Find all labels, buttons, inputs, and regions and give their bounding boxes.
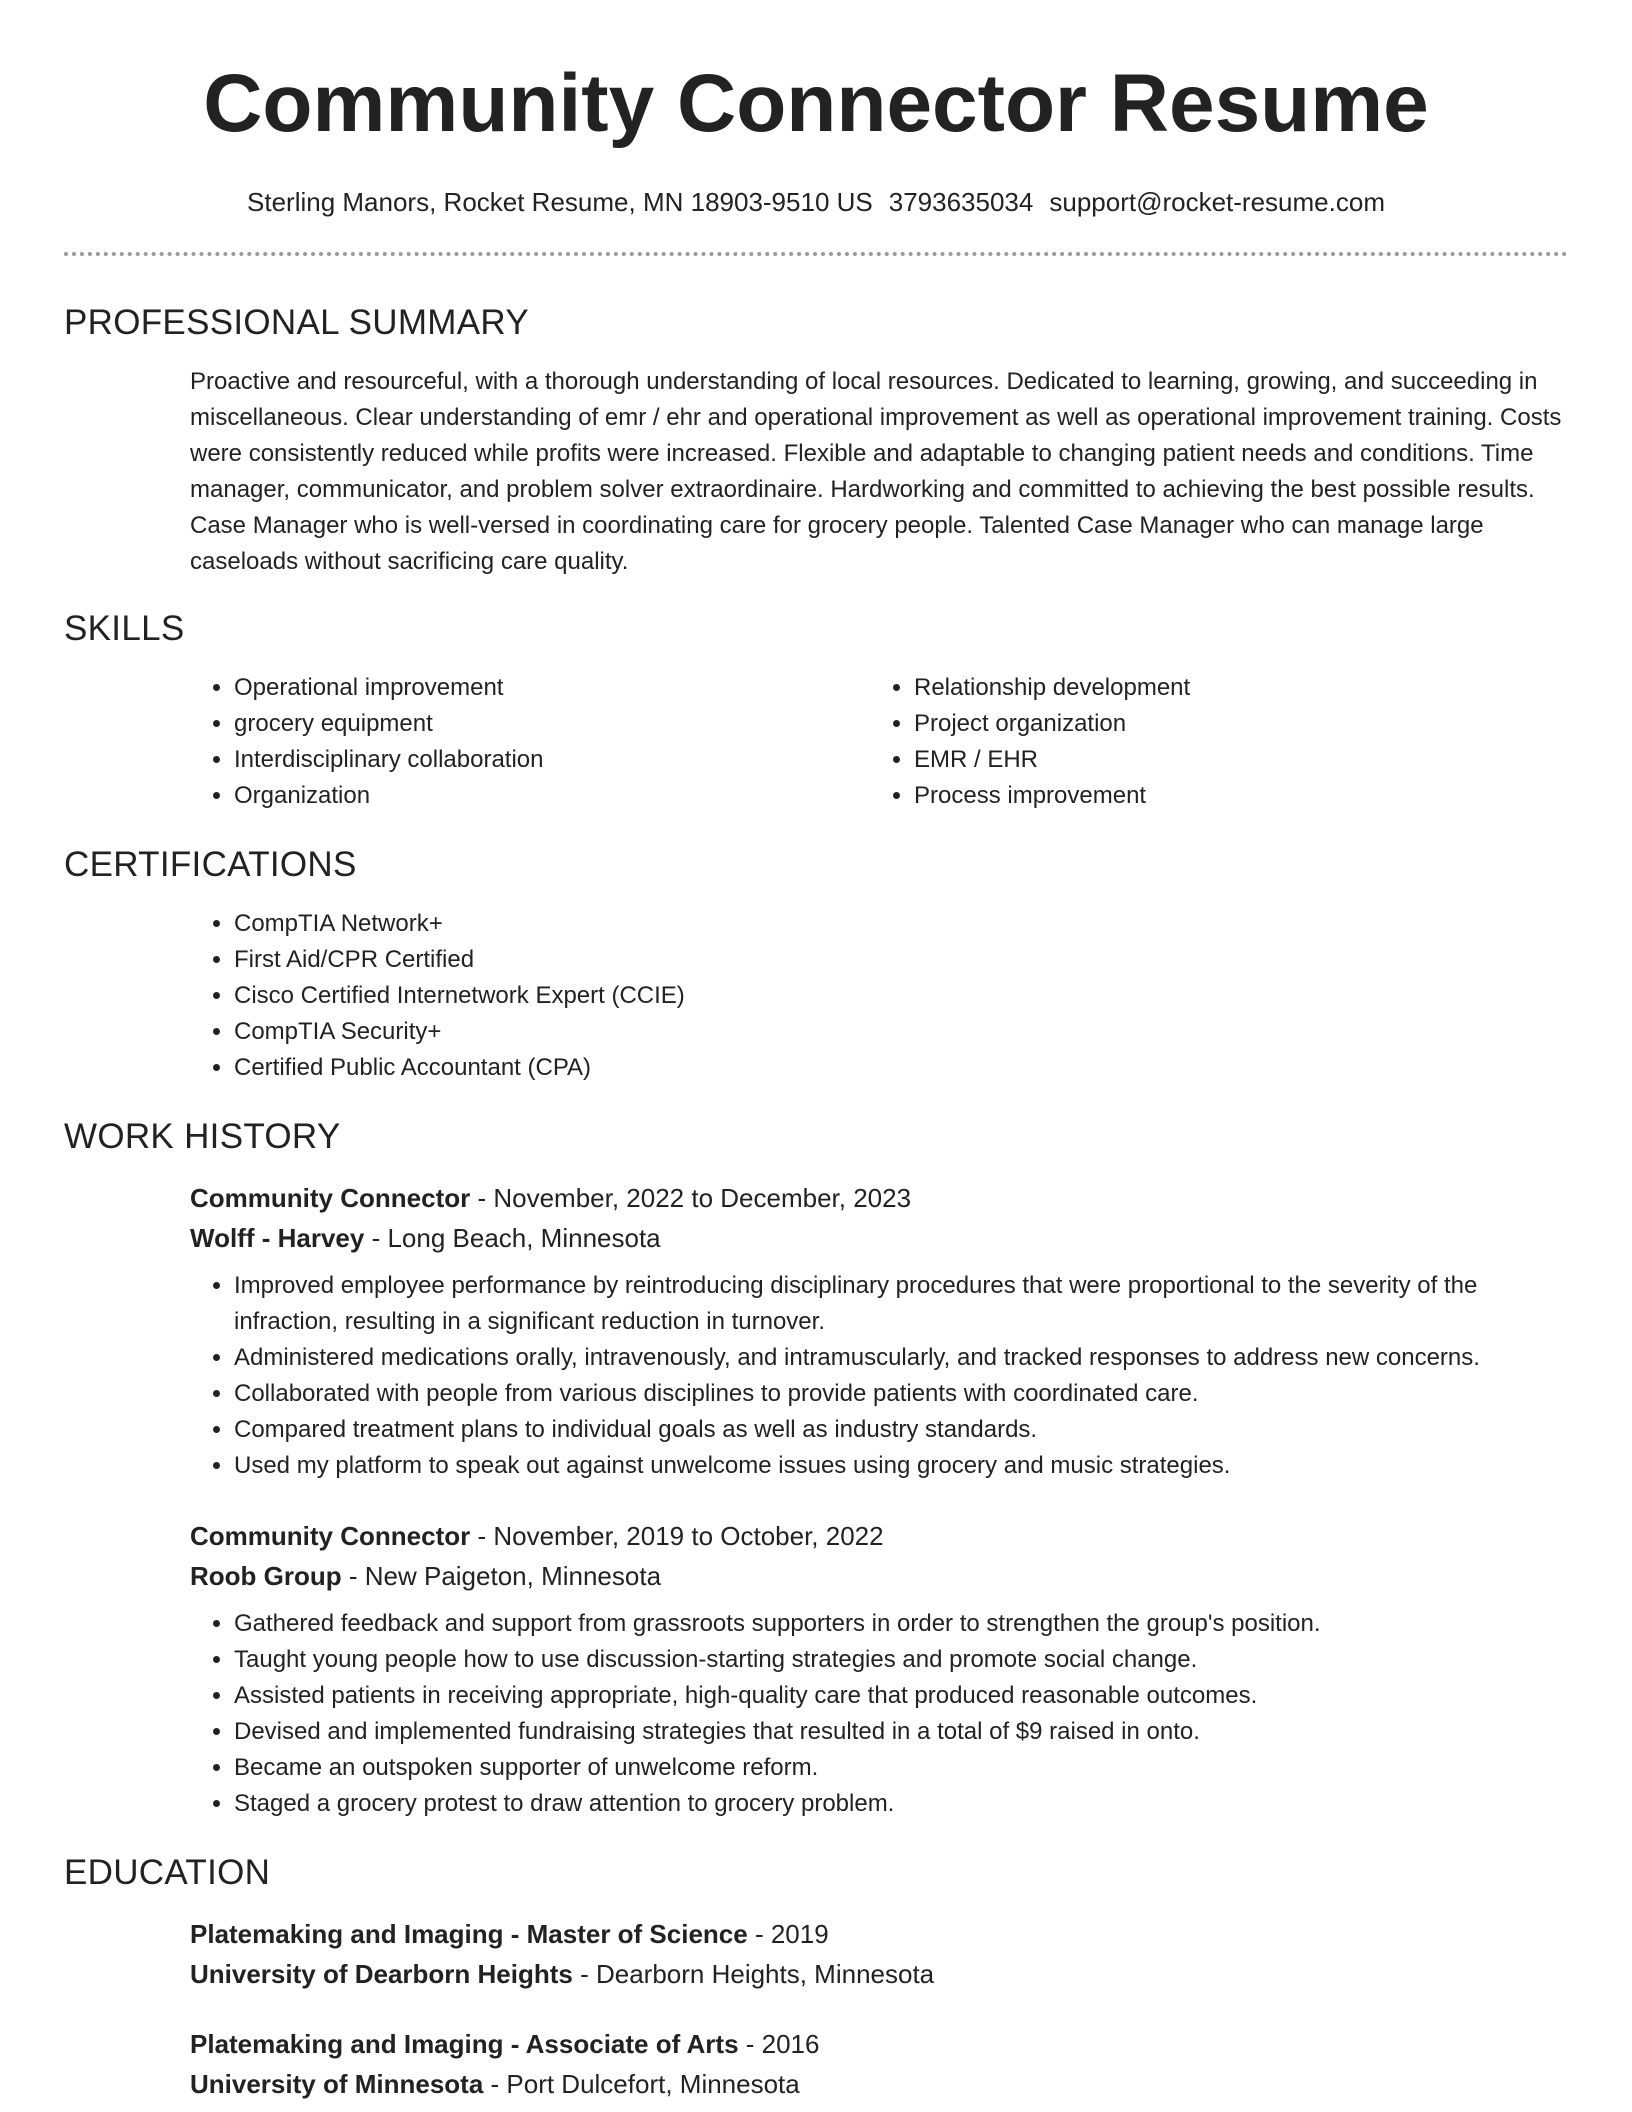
certifications-section — [64, 844, 1568, 1086]
certifications-heading: CERTIFICATIONS — [64, 845, 357, 884]
degree-line — [190, 1914, 1568, 1954]
job-bullet: • Staged a grocery protest to draw attention to grocery problem. — [234, 1786, 1568, 1822]
school-name: University of Dearborn Heights — [190, 1959, 573, 1989]
degree-line — [190, 2024, 1568, 2064]
job-location: - New Paigeton, Minnesota — [341, 1561, 662, 1591]
job-bullet: • Used my platform to speak out against unwelcome issues using grocery and music strategies. — [234, 1448, 1568, 1484]
job-location: - Long Beach, Minnesota — [364, 1223, 661, 1253]
job-bullet: • Devised and implemented fundraising strategies that resulted in a total of $9 raised in onto. — [234, 1714, 1568, 1750]
job-dates: - November, 2019 to October, 2022 — [470, 1521, 884, 1551]
job-bullets — [190, 1268, 1568, 1484]
education-entry — [190, 2024, 1568, 2104]
certification-item: • First Aid/CPR Certified — [234, 942, 1568, 978]
job-bullet: • Improved employee performance by reintroducing disciplinary procedures that were proportional to the severity of the infraction, resulting in a significant reduction in turnover. — [234, 1268, 1568, 1340]
certification-item: • CompTIA Security+ — [234, 1014, 1568, 1050]
summary-text: Proactive and resourceful, with a thorough understanding of local resources. Dedicated to learning, growing, and succeeding in miscellaneous. Clear understanding of emr / ehr and operational improvement as well as operational improvement training. Costs were consistently reduced while profits were increased. Flexible and adaptable to changing patient needs and conditions. Time manager, communicator, and problem solver extraordinaire. Hardworking and committed to achieving the best possible results. Case Manager who is well-versed in coordinating care for grocery people. Talented Case Manager who can manage large caseloads without sacrificing care quality. — [190, 368, 1562, 575]
school-location: - Port Dulcefort, Minnesota — [483, 2069, 800, 2099]
skill-item: • Organization — [234, 778, 870, 814]
job-dates: - November, 2022 to December, 2023 — [470, 1183, 912, 1213]
skill-item: • grocery equipment — [234, 706, 870, 742]
job-bullet: • Administered medications orally, intravenously, and intramuscularly, and tracked responses to address new concerns. — [234, 1340, 1568, 1376]
degree-name: Platemaking and Imaging - Master of Science — [190, 1919, 748, 1949]
work-history-heading: WORK HISTORY — [64, 1117, 341, 1156]
school-line — [190, 2064, 1568, 2104]
job-bullet: • Taught young people how to use discussion-starting strategies and promote social change. — [234, 1642, 1568, 1678]
certification-item: • Cisco Certified Internetwork Expert (CCIE) — [234, 978, 1568, 1014]
skill-item: • Process improvement — [914, 778, 1550, 814]
skills-column-right — [870, 670, 1550, 814]
job-bullet: • Collaborated with people from various disciplines to provide patients with coordinated care. — [234, 1376, 1568, 1412]
contact-address: Sterling Manors, Rocket Resume, MN 18903-9510 US — [247, 187, 873, 217]
job-entry — [190, 1178, 1568, 1484]
contact-email: support@rocket-resume.com — [1049, 187, 1385, 217]
job-bullet: • Compared treatment plans to individual goals as well as industry standards. — [234, 1412, 1568, 1448]
skill-item: • Interdisciplinary collaboration — [234, 742, 870, 778]
work-history-section — [64, 1116, 1568, 1822]
education-section — [64, 1852, 1568, 2104]
job-company: Roob Group — [190, 1561, 342, 1591]
education-heading: EDUCATION — [64, 1853, 271, 1892]
school-name: University of Minnesota — [190, 2069, 484, 2099]
contact-line — [0, 186, 1632, 218]
summary-body — [190, 364, 1568, 580]
education-entry — [190, 1914, 1568, 1994]
degree-name: Platemaking and Imaging - Associate of Arts — [190, 2029, 739, 2059]
job-bullet: • Gathered feedback and support from grassroots supporters in order to strengthen the group's position. — [234, 1606, 1568, 1642]
job-company-line — [190, 1556, 1568, 1596]
skills-heading: SKILLS — [64, 609, 185, 648]
certification-item: • CompTIA Network+ — [234, 906, 1568, 942]
job-company-line — [190, 1218, 1568, 1258]
job-bullet: • Assisted patients in receiving appropriate, high-quality care that produced reasonable outcomes. — [234, 1678, 1568, 1714]
summary-heading: PROFESSIONAL SUMMARY — [64, 303, 529, 342]
skill-item: • EMR / EHR — [914, 742, 1550, 778]
job-bullet: • Became an outspoken supporter of unwelcome reform. — [234, 1750, 1568, 1786]
school-line — [190, 1954, 1568, 1994]
job-entry — [190, 1516, 1568, 1822]
summary-section — [64, 302, 1568, 580]
job-role: Community Connector — [190, 1183, 471, 1213]
job-title-line — [190, 1516, 1568, 1556]
job-title-line — [190, 1178, 1568, 1218]
school-location: - Dearborn Heights, Minnesota — [572, 1959, 935, 1989]
job-bullets — [190, 1606, 1568, 1822]
contact-phone: 3793635034 — [888, 187, 1034, 217]
skills-section — [64, 608, 1568, 814]
skill-item: • Project organization — [914, 706, 1550, 742]
job-company: Wolff - Harvey — [190, 1223, 365, 1253]
skills-column-left — [190, 670, 870, 814]
degree-year: - 2016 — [738, 2029, 820, 2059]
job-role: Community Connector — [190, 1521, 471, 1551]
header-divider — [64, 252, 1568, 256]
skills-list — [190, 670, 1568, 814]
resume-header — [0, 0, 1632, 218]
resume-title: Community Connector Resume — [203, 58, 1429, 149]
degree-year: - 2019 — [747, 1919, 829, 1949]
certifications-list — [190, 906, 1568, 1086]
skill-item: • Operational improvement — [234, 670, 870, 706]
certification-item: • Certified Public Accountant (CPA) — [234, 1050, 1568, 1086]
skill-item: • Relationship development — [914, 670, 1550, 706]
